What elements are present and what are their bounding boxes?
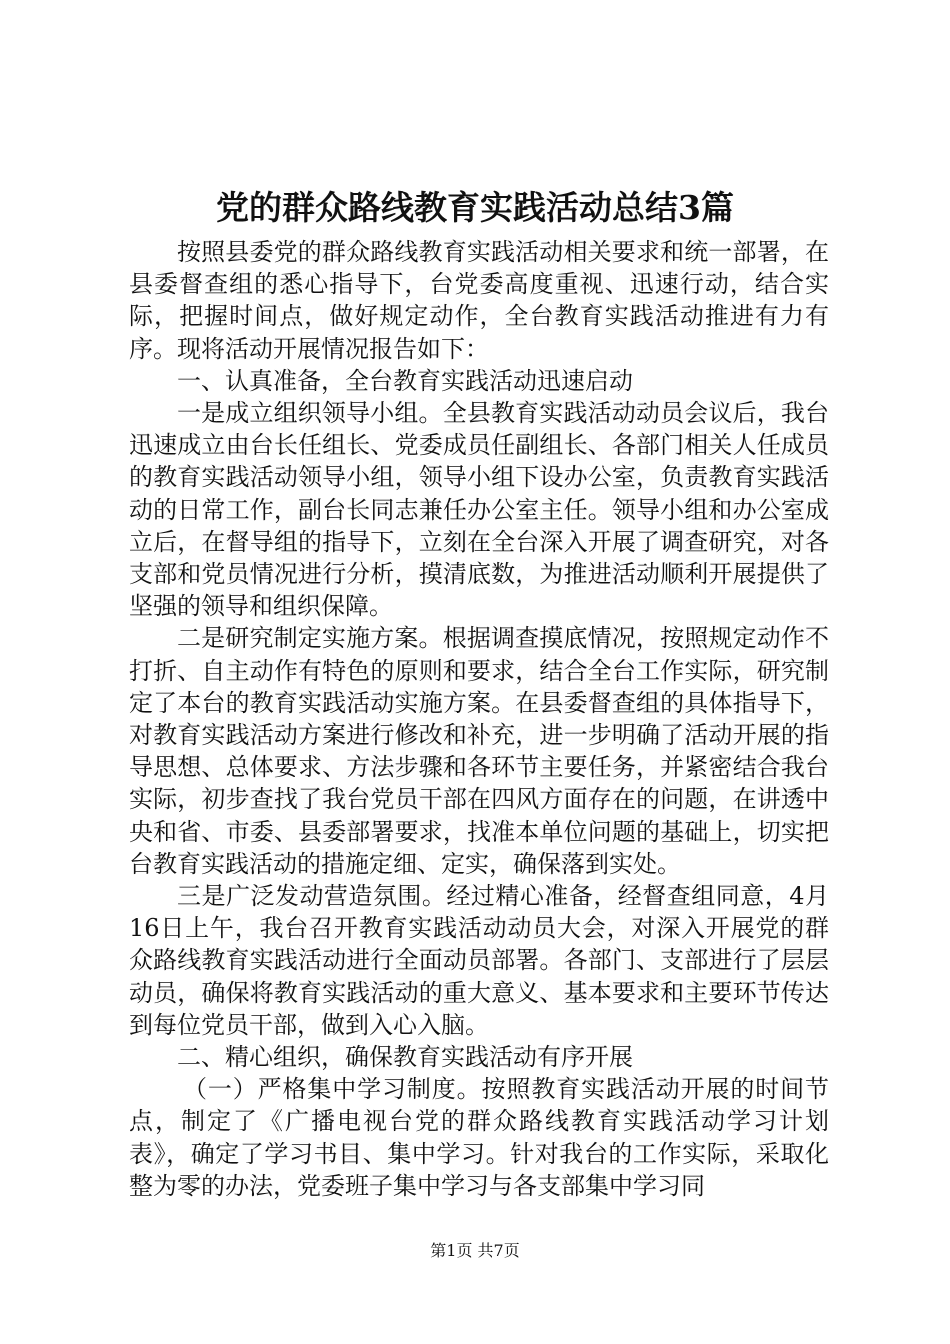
section-heading-2: 二、精心组织，确保教育实践活动有序开展 — [177, 1043, 633, 1072]
document-body — [129, 236, 829, 1202]
section-heading-1: 一、认真准备，全台教育实践活动迅速启动 — [177, 366, 633, 395]
paragraph-leadership-group: 一是成立组织领导小组。全县教育实践活动动员会议后，我台迅速成立由台长任组长、党委成员任副组长、各部门相关人任成员的教育实践活动领导小组，领导小组下设办公室，负责教育实践活动的日常工作，副台长同志兼任办公室主任。领导小组和办公室成立后，在督导组的指导下，立刻在全台深入开展了调查研究，对各支部和党员情况进行分析，摸清底数，为推进活动顺利开展提供了坚强的领导和组织保障。 — [129, 399, 829, 621]
paragraph-intro: 按照县委党的群众路线教育实践活动相关要求和统一部署，在县委督查组的悉心指导下，台党委高度重视、迅速行动，结合实际，把握时间点，做好规定动作，全台教育实践活动推进有力有序。现将活动开展情况报告如下： — [129, 238, 829, 363]
paragraph-mobilization: 三是广泛发动营造氛围。经过精心准备，经督查组同意，4月16日上午，我台召开教育实践活动动员大会，对深入开展党的群众路线教育实践活动进行全面动员部署。各部门、支部进行了层层动员，确保将教育实践活动的重大意义、基本要求和主要环节传达到每位党员干部，做到入心入脑。 — [129, 882, 829, 1039]
paragraph-implementation-plan: 二是研究制定实施方案。根据调查摸底情况，按照规定动作不打折、自主动作有特色的原则和要求，结合全台工作实际，研究制定了本台的教育实践活动实施方案。在县委督查组的具体指导下，对教育实践活动方案进行修改和补充，进一步明确了活动开展的指导思想、总体要求、方法步骤和各环节主要任务，并紧密结合我台实际，初步查找了我台党员干部在四风方面存在的问题，在讲透中央和省、市委、县委部署要求，找准本单位问题的基础上，切实把台教育实践活动的措施定细、定实，确保落到实处。 — [129, 624, 829, 878]
paragraph-study-system: （一）严格集中学习制度。按照教育实践活动开展的时间节点，制定了《广播电视台党的群众路线教育实践活动学习计划表》，确定了学习书目、集中学习。针对我台的工作实际，采取化整为零的办法，党委班子集中学习与各支部集中学习同 — [129, 1075, 829, 1200]
page-footer: 第1页 共7页 — [430, 1241, 520, 1260]
document-title: 党的群众路线教育实践活动总结3篇 — [216, 188, 734, 227]
